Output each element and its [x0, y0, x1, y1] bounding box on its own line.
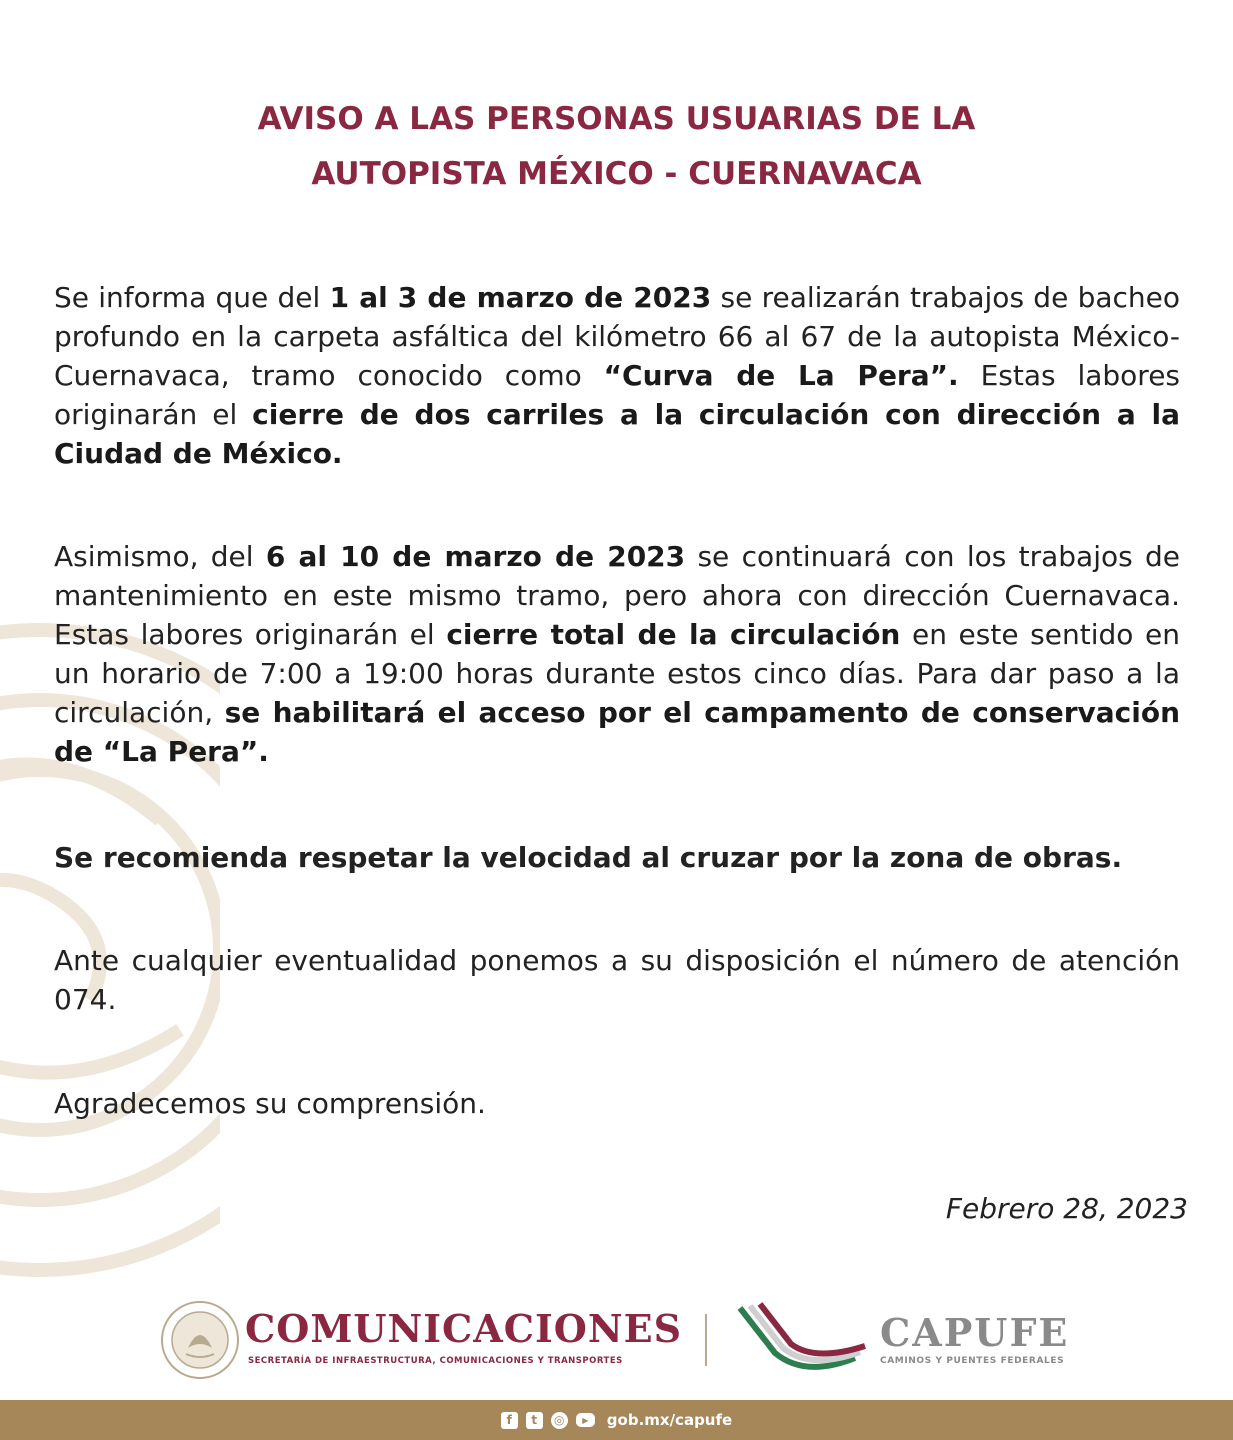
p1-text-1: Se informa que del: [54, 281, 330, 314]
p2-text-2: se continuará con los trabajos de mantenimiento en este mismo tramo, pero ahora con dirección Cuernavaca. Estas labores originarán el: [54, 540, 1181, 651]
footer-bar: [0, 1400, 1233, 1440]
p2-text-3: en este sentido en un horario de 7:00 a 19:00 horas durante estos cinco días. Para dar paso a la circulación,: [54, 618, 1180, 729]
comunicaciones-logo-text: COMUNICACIONES: [245, 1306, 683, 1351]
p1-text-2: se realizarán trabajos de bacheo profundo en la carpeta asfáltica del kilómetro 66 al 67 de la autopista México-Cuernavaca, tramo conocido como: [54, 281, 1181, 392]
capufe-subtitle: CAMINOS Y PUENTES FEDERALES: [880, 1356, 1065, 1366]
p1-bold-dates: 1 al 3 de marzo de 2023: [329, 281, 712, 314]
notice-title: [0, 92, 1233, 202]
thanks-paragraph: Agradecemos su comprensión.: [54, 1087, 486, 1120]
p1-text-3: Estas labores originarán el: [54, 359, 1181, 431]
logo-bar: [0, 1290, 1233, 1390]
p1-bold-closure: cierre de dos carriles a la circulación con dirección a la Ciudad de México.: [54, 398, 1180, 470]
notice-date: Febrero 28, 2023: [945, 1192, 1188, 1225]
title-line-1: AVISO A LAS PERSONAS USUARIAS DE LA: [257, 101, 976, 137]
p2-text-1: Asimismo, del: [54, 540, 266, 573]
p2-bold-access: se habilitará el acceso por el campamento de conservación de “La Pera”.: [54, 696, 1181, 768]
speed-recommendation: Se recomienda respetar la velocidad al cruzar por la zona de obras.: [54, 841, 1123, 874]
instagram-icon[interactable]: ◎: [551, 1412, 568, 1429]
p2-bold-closure: cierre total de la circulación: [446, 618, 901, 651]
logo-divider: [705, 1314, 707, 1366]
national-seal-icon: [160, 1300, 240, 1380]
p1-bold-curva: “Curva de La Pera”.: [603, 359, 959, 392]
comunicaciones-subtitle: SECRETARÍA DE INFRAESTRUCTURA, COMUNICACIONES Y TRANSPORTES: [248, 1356, 623, 1366]
p2-bold-dates: 6 al 10 de marzo de 2023: [265, 540, 686, 573]
title-line-2: AUTOPISTA MÉXICO - CUERNAVACA: [311, 156, 922, 192]
capufe-logo-text: CAPUFE: [880, 1310, 1070, 1355]
footer-url-link[interactable]: gob.mx/capufe: [606, 1411, 733, 1429]
paragraph-closure-cuernavaca: [54, 537, 1180, 771]
capufe-ribbon-icon: [735, 1298, 875, 1378]
youtube-icon[interactable]: ▶: [576, 1413, 595, 1427]
twitter-icon[interactable]: t: [526, 1412, 543, 1429]
paragraph-closure-cdmx: [54, 278, 1180, 473]
facebook-icon[interactable]: f: [501, 1412, 518, 1429]
contact-paragraph: Ante cualquier eventualidad ponemos a su disposición el número de atención 074.: [54, 944, 1180, 1016]
